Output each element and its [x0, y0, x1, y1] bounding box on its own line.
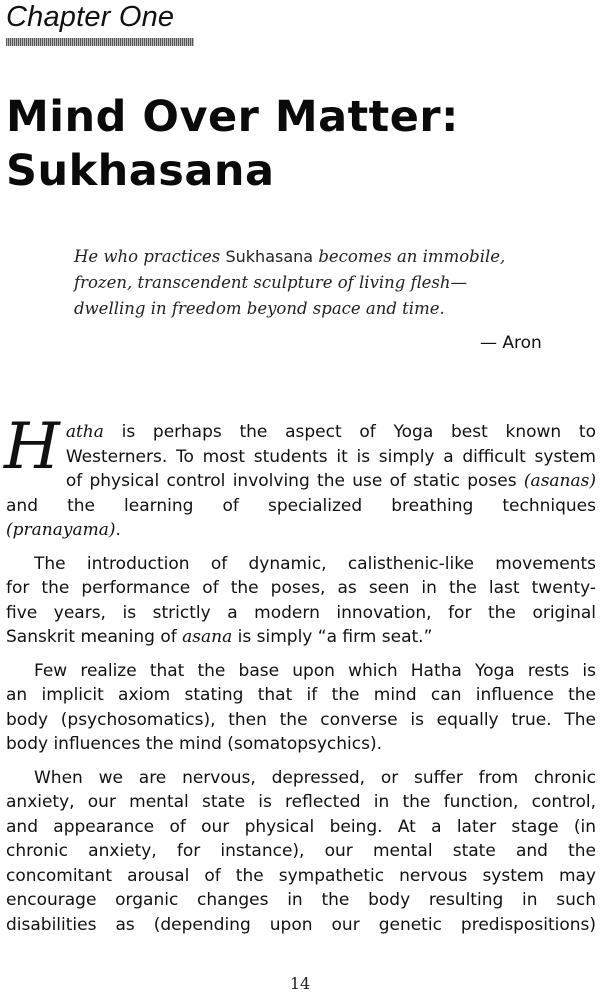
paragraph-line: five years, is strictly a modern innovation, for the original — [6, 602, 596, 623]
italic-term: atha — [65, 422, 104, 442]
chapter-title — [6, 90, 459, 198]
paragraph-line: for the performance of the poses, as seen in the last twenty- — [6, 578, 596, 598]
paragraph-line: an implicit axiom stating that if the mind can influence the — [6, 685, 596, 705]
line-text: is simply “a firm seat.” — [232, 627, 433, 647]
line-text: Sanskrit meaning of — [6, 627, 183, 647]
paragraph-line: body (psychosomatics), then the converse is equally true. The — [6, 709, 596, 730]
paragraph-line: chronic anxiety, for instance), our mental state and the — [6, 841, 596, 861]
body-text — [4, 410, 596, 946]
paragraph-line: anxiety, our mental state is reflected in the function, control, — [6, 792, 596, 812]
chapter-title-line-1: Mind Over Matter: — [6, 92, 459, 142]
paragraph-line: encourage organic changes in the body resulting in such — [6, 890, 596, 910]
paragraph-line: Few realize that the base upon which Hatha Yoga rests is — [34, 660, 596, 681]
line-text: is perhaps the aspect of Yoga best known to — [103, 422, 596, 442]
italic-term: (asanas) — [523, 471, 596, 491]
paragraph-line — [6, 469, 596, 494]
paragraph-line: body influences the mind (somatopsychics). — [6, 734, 383, 754]
epigraph-line-3: dwelling in freedom beyond space and time. — [74, 299, 445, 318]
page-number: 14 — [289, 974, 311, 993]
paragraph-2 — [6, 552, 596, 650]
paragraph-1 — [4, 410, 596, 543]
paragraph-line: disabilities as (depending upon our genetic predispositions) — [6, 914, 596, 935]
line-text: . — [115, 520, 121, 540]
paragraph-line: The introduction of dynamic, calisthenic-like movements — [34, 553, 596, 574]
line-text: of physical control involving the use of static poses — [65, 471, 524, 491]
italic-term: (pranayama) — [6, 520, 116, 540]
paragraph-line — [6, 518, 596, 543]
drop-cap: H — [4, 410, 60, 484]
paragraph-4 — [6, 766, 596, 938]
epigraph-term: Sukhasana — [225, 247, 314, 266]
epigraph-line-1 — [74, 244, 544, 270]
epigraph-line-2: frozen, transcendent sculpture of living flesh— — [74, 273, 467, 292]
epigraph-quote — [74, 244, 544, 322]
paragraph-line: and the learning of specialized breathing techniques — [6, 495, 596, 516]
paragraph-line — [6, 625, 596, 650]
italic-term: asana — [182, 627, 233, 647]
paragraph-line: and appearance of our physical being. At a later stage (in — [6, 816, 596, 837]
paragraph-line — [6, 420, 596, 445]
paragraph-line: Westerners. To most students it is simply a difficult system — [65, 446, 596, 467]
paragraph-line: concomitant arousal of the sympathetic nervous system may — [6, 865, 596, 886]
chapter-title-line-2: Sukhasana — [6, 146, 275, 196]
epigraph-text: He who practices — [74, 247, 226, 266]
paragraph-3 — [6, 659, 596, 757]
chapter-label: Chapter One — [6, 1, 175, 33]
paragraph-line: When we are nervous, depressed, or suffer from chronic — [34, 767, 596, 788]
epigraph-text: becomes an immobile, — [313, 247, 506, 266]
epigraph-attribution: — Aron — [480, 333, 542, 353]
chapter-rule-divider — [6, 38, 194, 46]
